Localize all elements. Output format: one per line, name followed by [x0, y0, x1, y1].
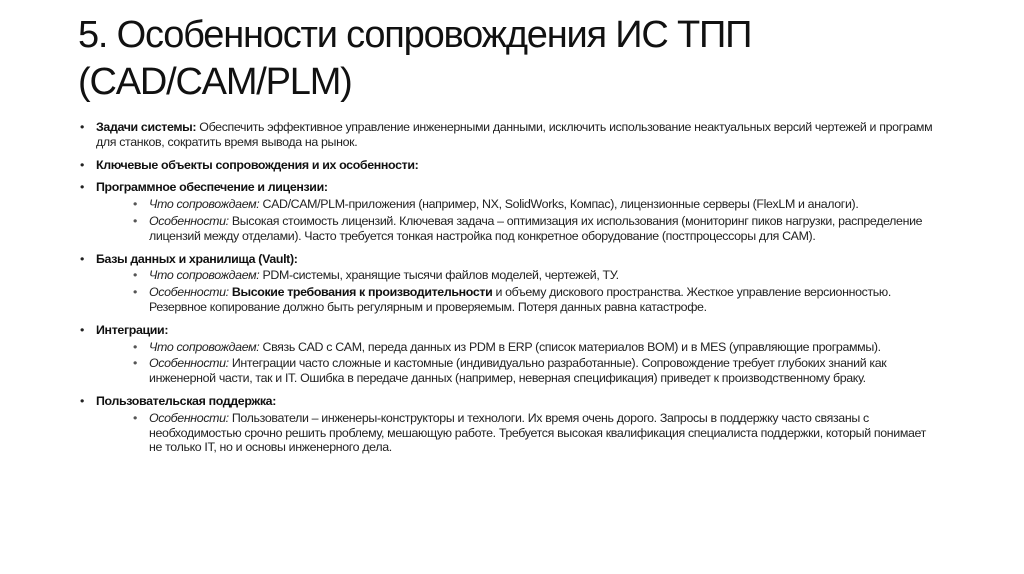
sub-item-text [149, 197, 940, 212]
list-item-text [96, 158, 940, 173]
bullet-icon: • [133, 268, 137, 283]
sub-item-text [149, 268, 940, 283]
list-item-text [96, 252, 940, 267]
bullet-icon: • [133, 410, 137, 425]
title-line-2: (CAD/CAM/PLM) [78, 61, 352, 103]
sub-list-item [96, 340, 940, 355]
sub-list [96, 268, 940, 314]
italic-label: Что сопровождаем: [149, 268, 260, 283]
sub-list-item [96, 285, 940, 315]
list-item [80, 323, 940, 386]
bullet-icon: • [80, 180, 84, 195]
bold-text: Ключевые объекты сопровождения и их особенности: [96, 157, 419, 172]
italic-label: Что сопровождаем: [149, 339, 260, 354]
bullet-icon: • [80, 251, 84, 266]
list-item-text [96, 323, 940, 338]
bullet-icon: • [80, 157, 84, 172]
bullet-icon: • [80, 393, 84, 408]
text-segment: Высокая стоимость лицензий. Ключевая задача – оптимизация их использования (мониторинг пиков нагрузки, распределение лицензий между отделами). Часто требуется тонкая настройка под конкретное оборудование (постпроцессоры для CAM). [149, 213, 923, 243]
text-segment: и объему дискового пространства. Жесткое управление версионностью. Резервное копирование должно быть регулярным и проверяемым. Потеря данных равна катастрофе. [149, 285, 891, 314]
bullet-icon: • [133, 285, 137, 300]
bullet-list [80, 120, 940, 455]
bullet-icon: • [133, 213, 137, 228]
list-item-text [96, 120, 940, 150]
bullet-icon: • [133, 197, 137, 212]
text-segment: Интеграции часто сложные и кастомные (индивидуально разработанные). Сопровождение требует глубоких знаний как инженерной части, так и IT. Ошибка в передаче данных (например, неверная спецификация) приведет к производственному браку. [149, 356, 887, 386]
sub-list [96, 197, 940, 243]
sub-item-text [149, 214, 940, 244]
sub-list-item [96, 197, 940, 212]
sub-item-text [149, 356, 940, 386]
list-item [80, 394, 940, 455]
sub-item-text [149, 411, 940, 455]
sub-item-text [149, 285, 940, 315]
bold-text: Интеграции: [96, 322, 169, 337]
bullet-icon: • [133, 339, 137, 354]
italic-label: Особенности: [149, 285, 229, 300]
italic-label: Что сопровождаем: [149, 197, 260, 212]
bullet-icon: • [133, 356, 137, 371]
sub-list [96, 340, 940, 386]
sub-list [96, 411, 940, 455]
sub-item-text [149, 340, 940, 355]
sub-list-item [96, 411, 940, 455]
bold-text: Задачи системы: [96, 120, 197, 134]
text-segment: CAD/CAM/PLM-приложения (например, NX, SolidWorks, Компас), лицензионные серверы (FlexLM и аналоги). [259, 197, 859, 212]
title-line-1: 5. Особенности сопровождения ИС ТПП [78, 14, 752, 56]
italic-label: Особенности: [149, 410, 229, 425]
list-item-text [96, 180, 940, 195]
list-item [80, 252, 940, 315]
bold-text: Пользовательская поддержка: [96, 393, 276, 408]
slide-title [78, 12, 751, 106]
list-item [80, 158, 940, 173]
slide-body [80, 120, 940, 463]
bold-text: Высокие требования к производительности [231, 285, 493, 300]
bold-text: Базы данных и хранилища (Vault): [96, 251, 298, 266]
bold-text: Программное обеспечение и лицензии: [96, 180, 328, 195]
list-item [80, 120, 940, 150]
text-segment: Обеспечить эффективное управление инженерными данными, исключить использование неактуальных версий чертежей и программ для станков, сократить время вывода на рынок. [96, 120, 933, 149]
list-item [80, 180, 940, 243]
sub-list-item [96, 214, 940, 244]
sub-list-item [96, 268, 940, 283]
bullet-icon: • [80, 322, 84, 337]
bullet-icon: • [80, 120, 84, 134]
list-item-text [96, 394, 940, 409]
text-segment: Связь CAD с CAM, переда данных из PDM в ERP (список материалов BOM) и в MES (управляющие программы). [259, 339, 881, 354]
text-segment: Пользователи – инженеры-конструкторы и технологи. Их время очень дорого. Запросы в поддержку часто связаны с необходимостью срочно решить проблему, мешающую работе. Требуется высокая квалификация специалиста поддержки, который понимает не только IT, но и основы инженерного дела. [149, 410, 927, 455]
text-segment: PDM-системы, хранящие тысячи файлов моделей, чертежей, ТУ. [259, 268, 619, 283]
italic-label: Особенности: [149, 356, 229, 371]
sub-list-item [96, 356, 940, 386]
italic-label: Особенности: [149, 213, 229, 228]
